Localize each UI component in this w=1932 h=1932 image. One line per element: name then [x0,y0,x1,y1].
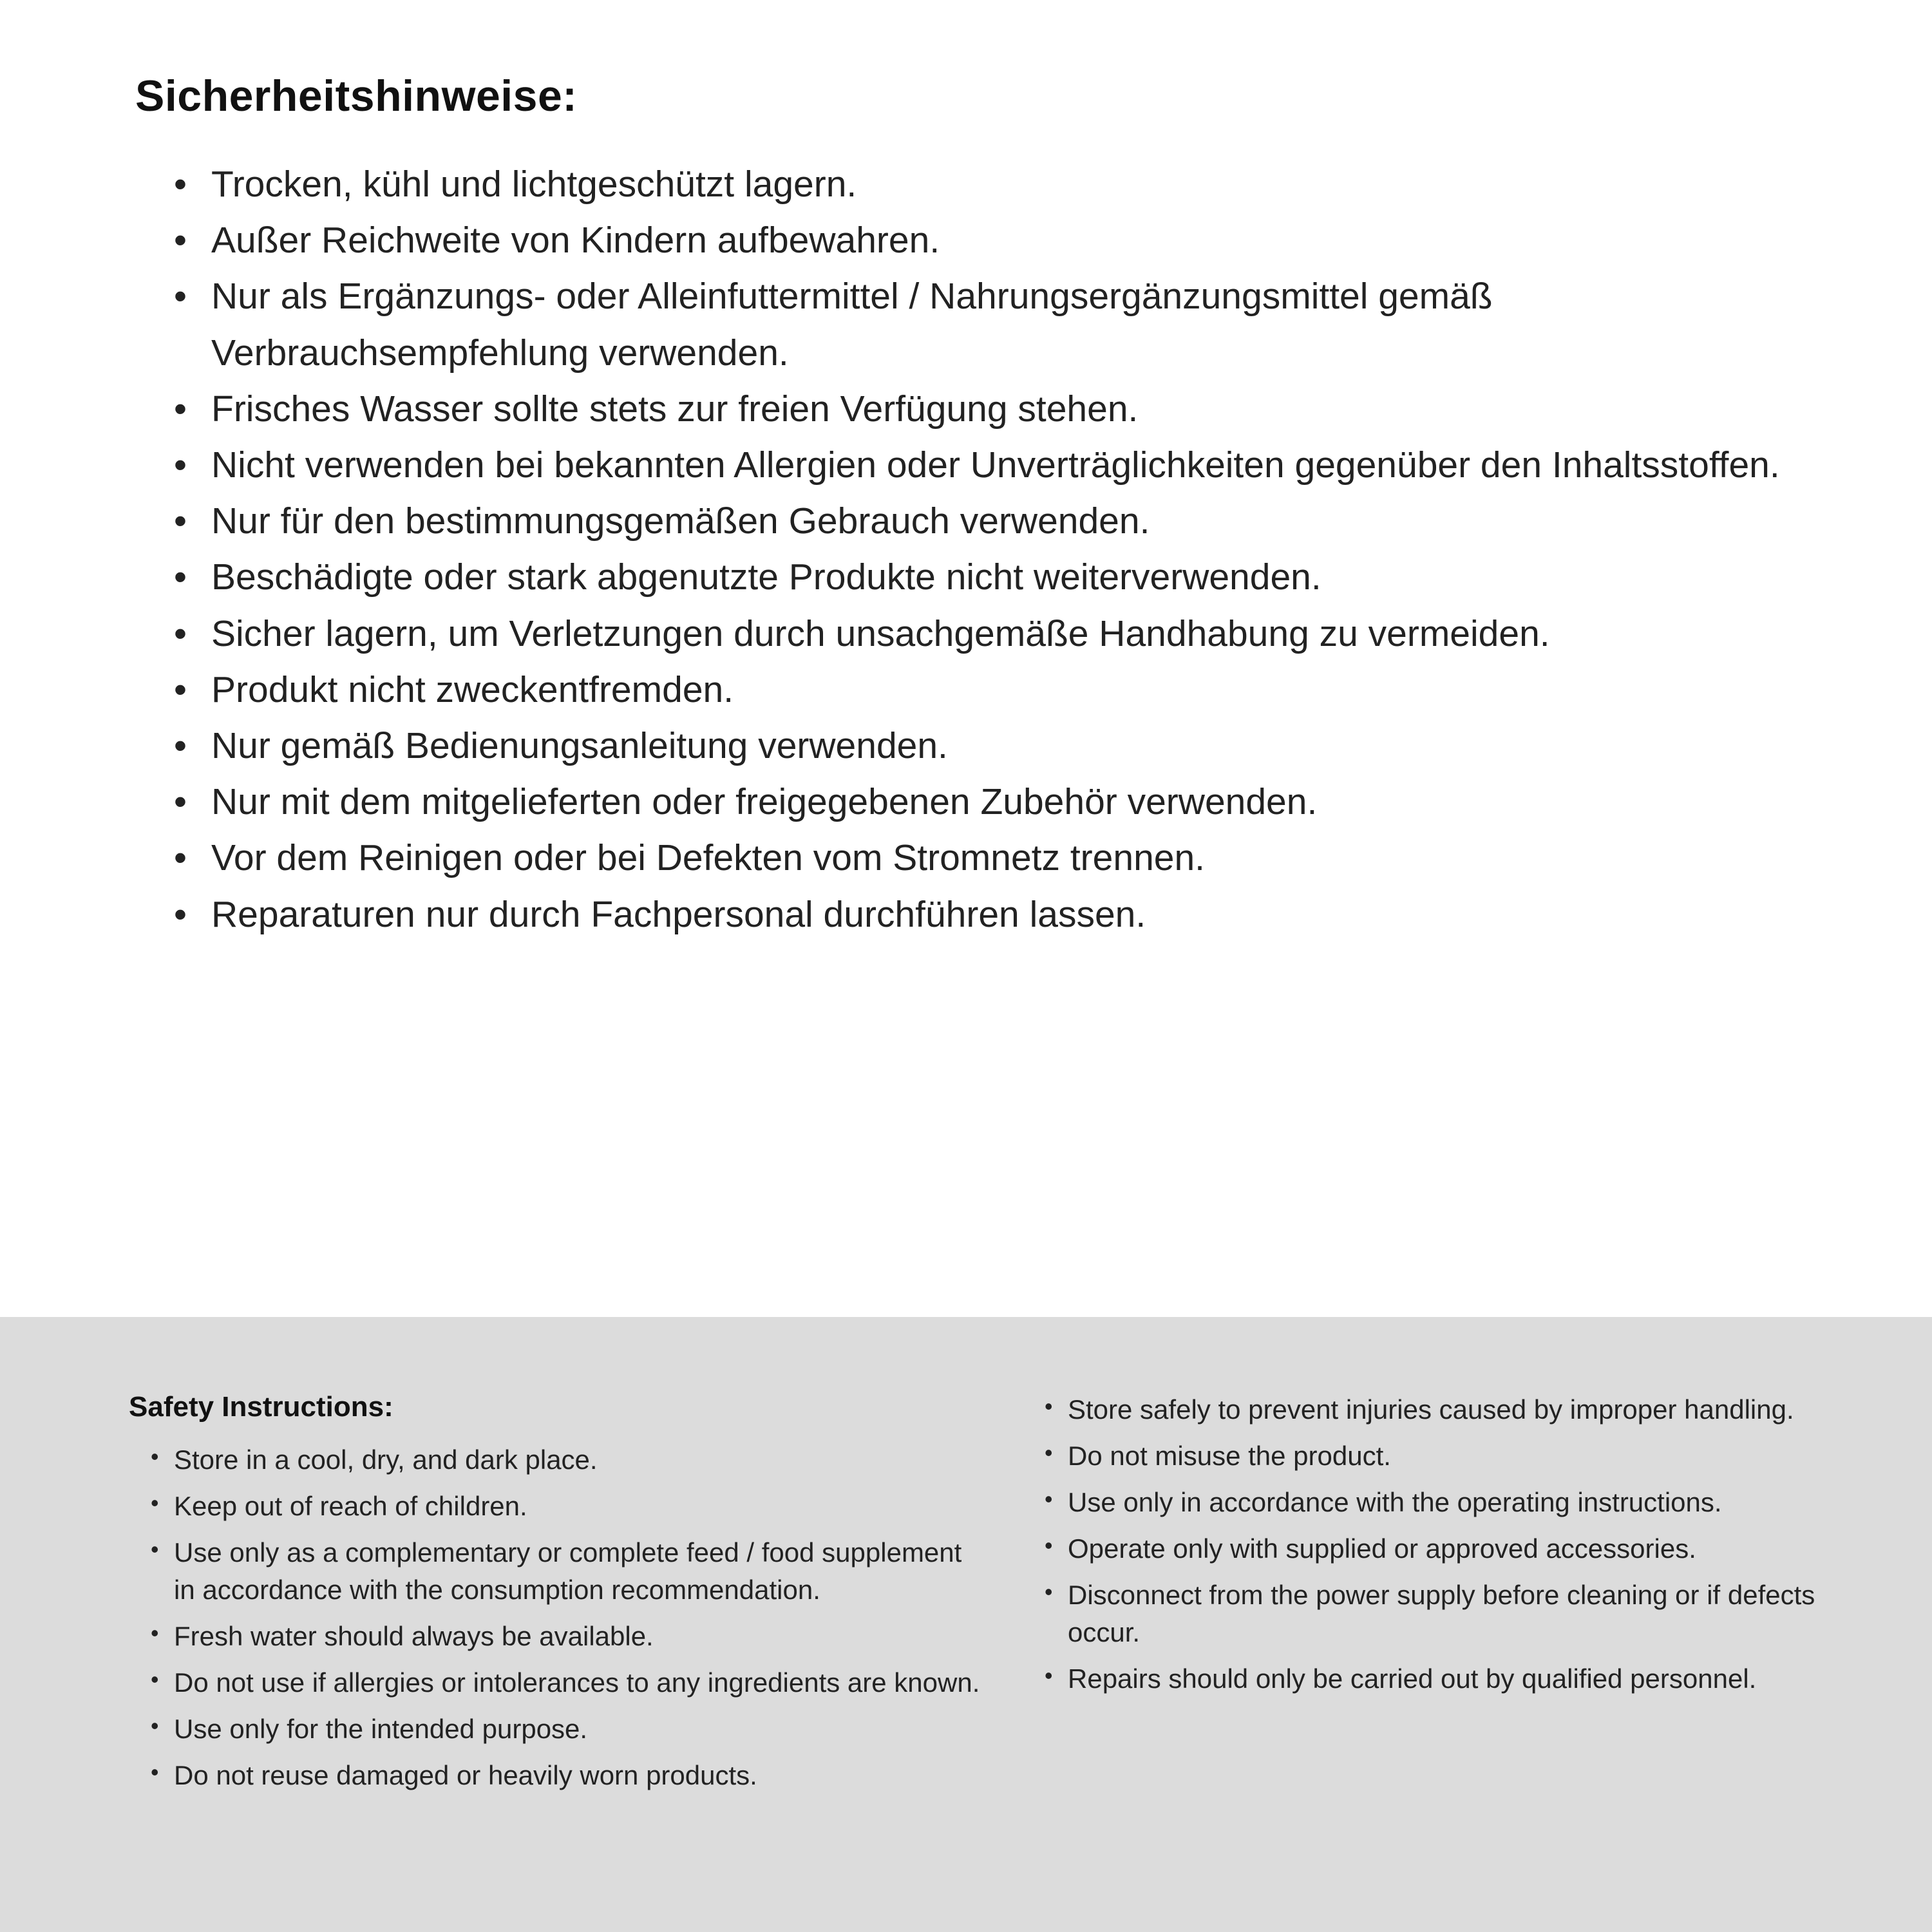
list-item: • Nur mit dem mitgelieferten oder freigegebenen Zubehör verwenden. [174,774,1823,830]
english-section-title: Safety Instructions: [129,1391,393,1423]
list-item: • Store safely to prevent injuries caused by improper handling. [1041,1391,1829,1428]
list-item: • Sicher lagern, um Verletzungen durch unsachgemäße Handhabung zu vermeiden. [174,606,1823,662]
list-item: • Disconnect from the power supply before cleaning or if defects occur. [1041,1577,1829,1651]
english-right-column [1041,1391,1829,1893]
english-safety-list-right [1041,1391,1829,1698]
list-item: • Use only in accordance with the operating instructions. [1041,1484,1829,1521]
list-item: • Reparaturen nur durch Fachpersonal durchführen lassen. [174,887,1823,943]
list-item: • Repairs should only be carried out by qualified personnel. [1041,1660,1829,1698]
list-item: • Keep out of reach of children. [147,1488,983,1525]
list-item: • Nicht verwenden bei bekannten Allergien oder Unverträglichkeiten gegenüber den Inhaltsstoffen. [174,437,1823,493]
english-safety-section [0,1317,1932,1932]
list-item: • Produkt nicht zweckentfremden. [174,662,1823,718]
english-safety-list-left [147,1441,983,1794]
list-item: • Beschädigte oder stark abgenutzte Produkte nicht weiterverwenden. [174,549,1823,605]
list-item: • Do not misuse the product. [1041,1437,1829,1475]
german-safety-list [174,156,1823,943]
list-item: • Außer Reichweite von Kindern aufbewahren. [174,213,1823,269]
english-left-column [129,1391,983,1893]
list-item: • Fresh water should always be available. [147,1618,983,1655]
list-item: • Frisches Wasser sollte stets zur freien Verfügung stehen. [174,381,1823,437]
list-item: • Do not reuse damaged or heavily worn products. [147,1757,983,1794]
list-item: • Nur gemäß Bedienungsanleitung verwenden. [174,718,1823,774]
list-item: • Do not use if allergies or intolerances to any ingredients are known. [147,1664,983,1701]
german-section-title: Sicherheitshinweise: [135,71,578,120]
list-item: • Nur als Ergänzungs- oder Alleinfuttermittel / Nahrungsergänzungsmittel gemäß Verbrauchsempfehlung verwenden. [174,269,1823,381]
list-item: • Trocken, kühl und lichtgeschützt lagern. [174,156,1823,213]
list-item: • Use only as a complementary or complete feed / food supplement in accordance with the consumption recommendation. [147,1534,983,1609]
list-item: • Operate only with supplied or approved accessories. [1041,1530,1829,1567]
list-item: • Vor dem Reinigen oder bei Defekten vom Stromnetz trennen. [174,830,1823,886]
list-item: • Store in a cool, dry, and dark place. [147,1441,983,1479]
list-item: • Use only for the intended purpose. [147,1710,983,1748]
list-item: • Nur für den bestimmungsgemäßen Gebrauch verwenden. [174,493,1823,549]
